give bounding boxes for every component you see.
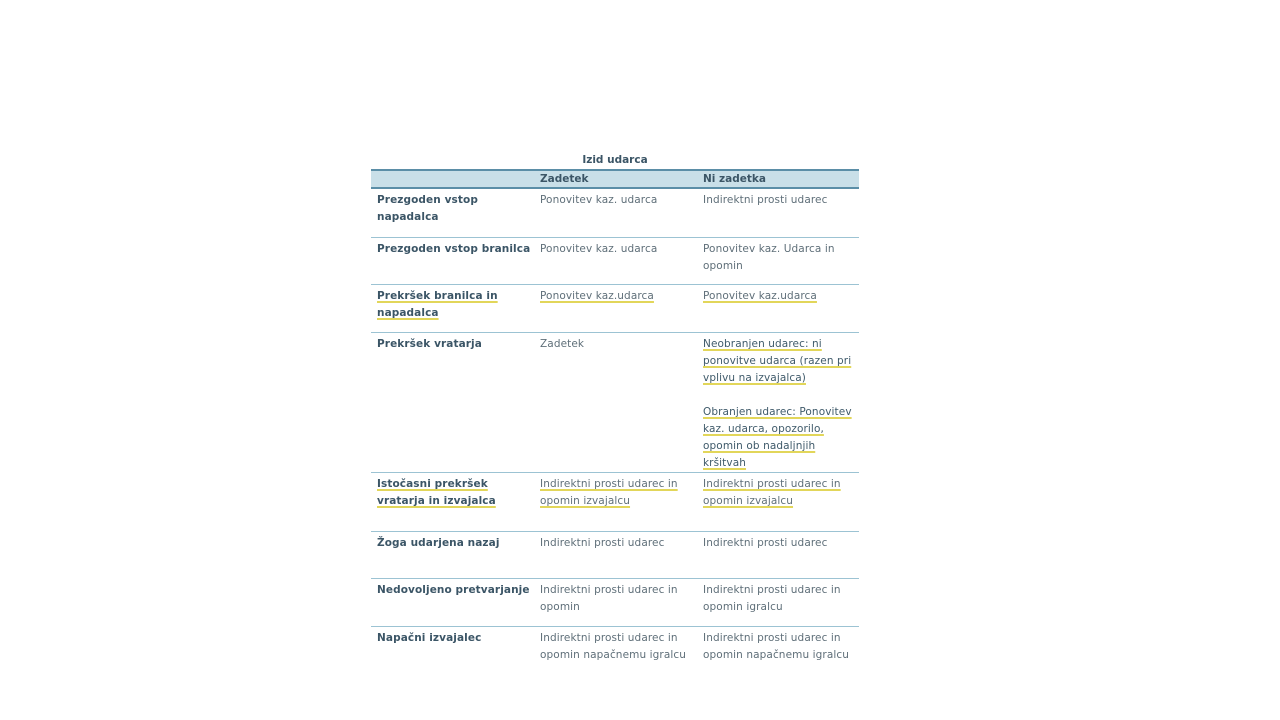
row-label: Žoga udarjena nazaj [377, 537, 500, 549]
row-label: Prekršek vratarja [377, 338, 482, 350]
cell-no-goal: Indirektni prosti udarec [703, 194, 828, 206]
table-row [371, 332, 859, 472]
table-body [371, 189, 859, 666]
row-label: Napačni izvajalec [377, 632, 482, 644]
table-row [371, 626, 859, 666]
table-row [371, 237, 859, 284]
cell-no-goal-wrap [697, 333, 859, 472]
penalty-outcome-table [371, 153, 859, 666]
cell-goal: Zadetek [540, 338, 585, 350]
row-label: Prezgoden vstop napadalca [377, 194, 478, 223]
cell-goal: Indirektni prosti udarec in opomin izvajalcu [540, 478, 678, 507]
table-caption: Izid udarca [582, 154, 648, 166]
table-row [371, 472, 859, 531]
cell-goal: Ponovitev kaz. udarca [540, 194, 658, 206]
row-label: Prekršek branilca in napadalca [377, 290, 498, 319]
header-cell-goal: Zadetek [540, 173, 589, 185]
cell-no-goal-wrap [697, 285, 859, 332]
cell-goal: Indirektni prosti udarec [540, 537, 665, 549]
cell-no-goal: Indirektni prosti udarec in opomin izvajalcu [703, 478, 841, 507]
row-label-cell [371, 285, 534, 332]
header-cell-no-goal: Ni zadetka [703, 173, 766, 185]
cell-goal-wrap [534, 285, 697, 332]
row-label: Nedovoljeno pretvarjanje [377, 584, 530, 596]
cell-goal: Ponovitev kaz. udarca [540, 243, 658, 255]
cell-no-goal: Ponovitev kaz. Udarca in opomin [703, 243, 835, 272]
cell-goal-wrap [534, 473, 697, 531]
row-label: Istočasni prekršek vratarja in izvajalca [377, 478, 496, 507]
cell-no-goal-saved: Obranjen udarec: Ponovitev kaz. udarca, opozorilo, opomin ob nadaljnjih kršitvah [703, 406, 852, 469]
header-cell-offence [371, 171, 534, 187]
table-row [371, 189, 859, 237]
cell-goal: Indirektni prosti udarec in opomin [540, 584, 678, 613]
table-row [371, 284, 859, 332]
cell-no-goal: Indirektni prosti udarec [703, 537, 828, 549]
cell-no-goal-wrap [697, 473, 859, 531]
row-label: Prezgoden vstop branilca [377, 243, 531, 255]
cell-no-goal-unsaved: Neobranjen udarec: ni ponovitve udarca (razen pri vplivu na izvajalca) [703, 338, 852, 384]
table-row [371, 578, 859, 626]
row-label-cell [371, 473, 534, 531]
cell-goal: Indirektni prosti udarec in opomin napačnemu igralcu [540, 632, 687, 661]
cell-no-goal: Indirektni prosti udarec in opomin napačnemu igralcu [703, 632, 850, 661]
paragraph-gap [703, 387, 859, 404]
cell-no-goal: Ponovitev kaz.udarca [703, 290, 817, 302]
cell-no-goal: Indirektni prosti udarec in opomin igralcu [703, 584, 841, 613]
cell-goal: Ponovitev kaz.udarca [540, 290, 654, 302]
table-row [371, 531, 859, 578]
table-header-row [371, 169, 859, 189]
